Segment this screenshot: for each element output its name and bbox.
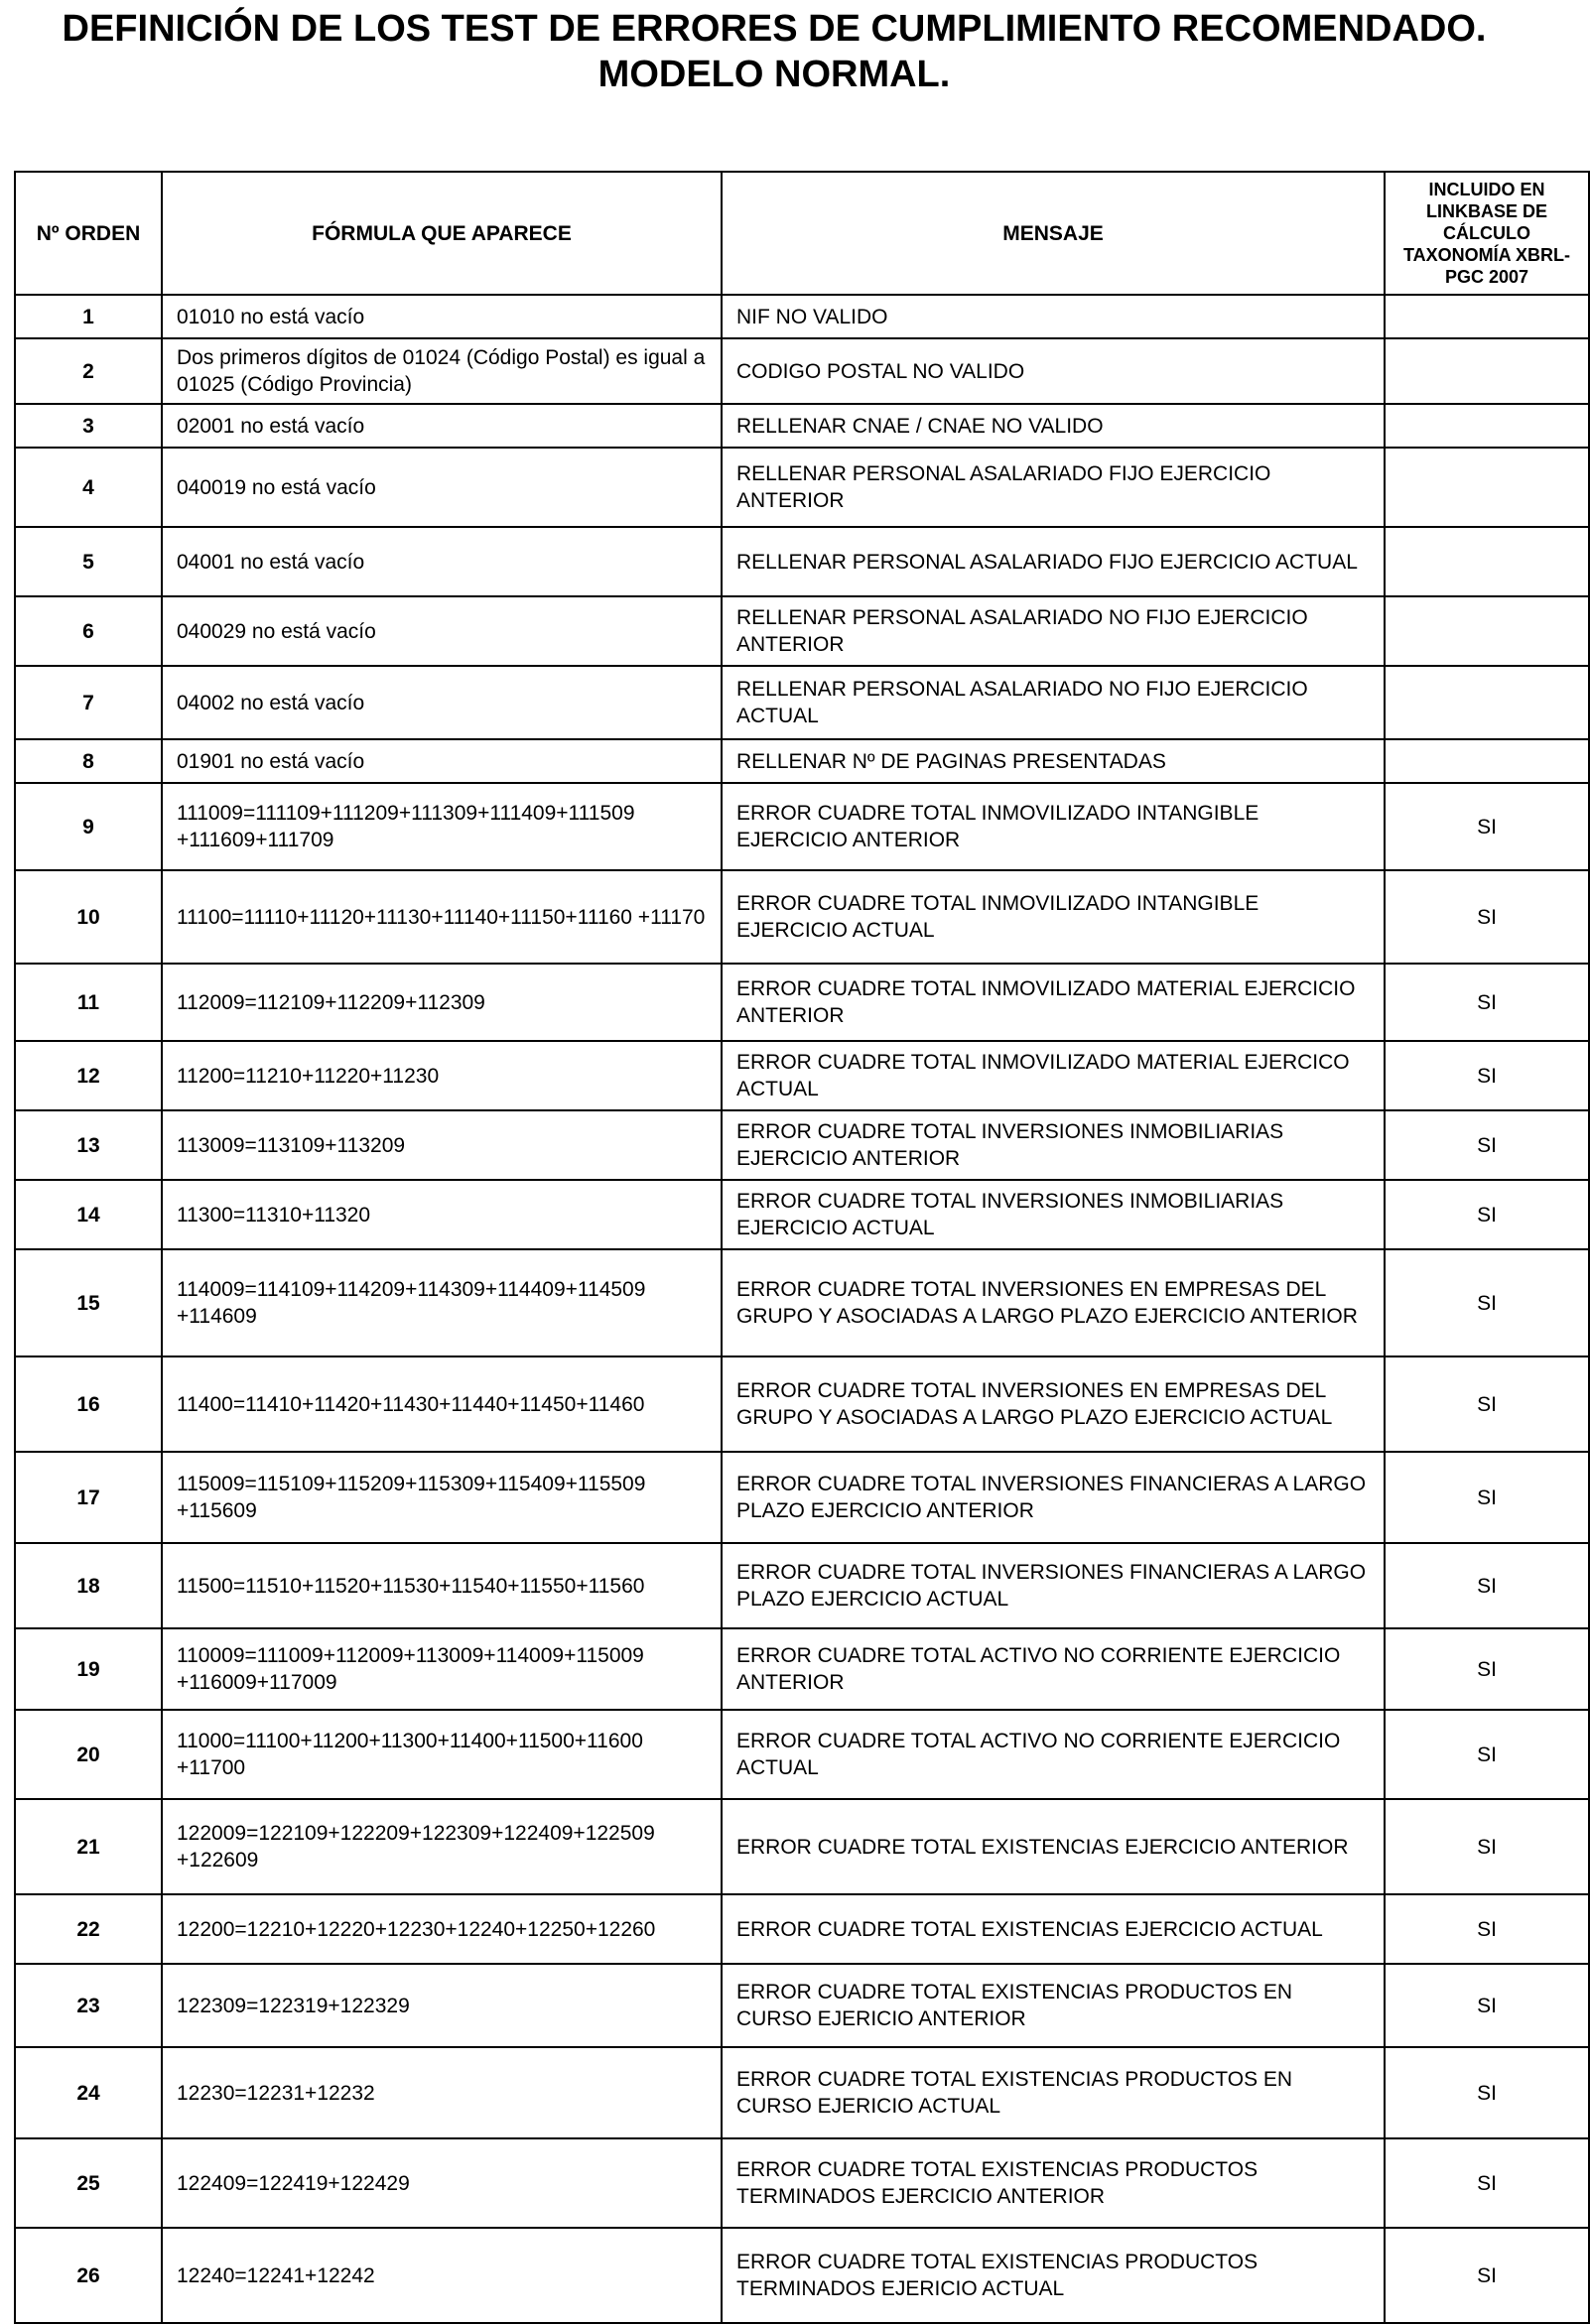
- row-orden: 19: [15, 1628, 162, 1710]
- row-orden: 20: [15, 1710, 162, 1799]
- row-incluido: [1385, 338, 1589, 404]
- row-mensaje: ERROR CUADRE TOTAL ACTIVO NO CORRIENTE EJERCICIO ANTERIOR: [722, 1628, 1385, 1710]
- row-formula: 11200=11210+11220+11230: [162, 1041, 722, 1110]
- row-orden: 3: [15, 404, 162, 448]
- table-row: [15, 295, 1589, 338]
- row-mensaje: ERROR CUADRE TOTAL INVERSIONES FINANCIERAS A LARGO PLAZO EJERCICIO ANTERIOR: [722, 1452, 1385, 1543]
- row-formula: 04001 no está vacío: [162, 527, 722, 596]
- table-row: [15, 1543, 1589, 1628]
- table-row: [15, 783, 1589, 870]
- row-formula: Dos primeros dígitos de 01024 (Código Postal) es igual a 01025 (Código Provincia): [162, 338, 722, 404]
- row-mensaje: RELLENAR Nº DE PAGINAS PRESENTADAS: [722, 739, 1385, 783]
- row-orden: 21: [15, 1799, 162, 1894]
- row-formula: 11500=11510+11520+11530+11540+11550+11560: [162, 1543, 722, 1628]
- row-incluido: SI: [1385, 1894, 1589, 1964]
- row-orden: 25: [15, 2138, 162, 2228]
- row-incluido: SI: [1385, 1180, 1589, 1249]
- row-incluido: SI: [1385, 870, 1589, 964]
- table-row: [15, 1180, 1589, 1249]
- row-mensaje: ERROR CUADRE TOTAL ACTIVO NO CORRIENTE EJERCICIO ACTUAL: [722, 1710, 1385, 1799]
- row-incluido: SI: [1385, 2228, 1589, 2323]
- row-mensaje: RELLENAR PERSONAL ASALARIADO NO FIJO EJERCICIO ANTERIOR: [722, 596, 1385, 666]
- row-formula: 12230=12231+12232: [162, 2047, 722, 2138]
- row-formula: 11300=11310+11320: [162, 1180, 722, 1249]
- row-incluido: [1385, 596, 1589, 666]
- row-orden: 7: [15, 666, 162, 739]
- row-mensaje: ERROR CUADRE TOTAL INMOVILIZADO INTANGIBLE EJERCICIO ACTUAL: [722, 870, 1385, 964]
- row-formula: 110009=111009+112009+113009+114009+115009 +116009+117009: [162, 1628, 722, 1710]
- error-tests-table: [14, 171, 1590, 2324]
- row-mensaje: RELLENAR PERSONAL ASALARIADO FIJO EJERCICIO ACTUAL: [722, 527, 1385, 596]
- header-orden: Nº ORDEN: [15, 172, 162, 295]
- row-formula: 040019 no está vacío: [162, 448, 722, 527]
- row-incluido: SI: [1385, 1452, 1589, 1543]
- row-formula: 11400=11410+11420+11430+11440+11450+11460: [162, 1356, 722, 1452]
- row-mensaje: ERROR CUADRE TOTAL INVERSIONES FINANCIERAS A LARGO PLAZO EJERCICIO ACTUAL: [722, 1543, 1385, 1628]
- row-mensaje: ERROR CUADRE TOTAL INMOVILIZADO INTANGIBLE EJERCICIO ANTERIOR: [722, 783, 1385, 870]
- row-incluido: SI: [1385, 1110, 1589, 1180]
- table-row: [15, 1249, 1589, 1356]
- row-formula: 122409=122419+122429: [162, 2138, 722, 2228]
- row-formula: 01901 no está vacío: [162, 739, 722, 783]
- row-orden: 24: [15, 2047, 162, 2138]
- row-orden: 17: [15, 1452, 162, 1543]
- page-title-line-1: DEFINICIÓN DE LOS TEST DE ERRORES DE CUMPLIMIENTO RECOMENDADO.: [62, 8, 1487, 50]
- row-mensaje: ERROR CUADRE TOTAL EXISTENCIAS PRODUCTOS TERMINADOS EJERCICIO ANTERIOR: [722, 2138, 1385, 2228]
- table-row: [15, 1452, 1589, 1543]
- row-orden: 15: [15, 1249, 162, 1356]
- row-formula: 11100=11110+11120+11130+11140+11150+11160 +11170: [162, 870, 722, 964]
- table-row: [15, 1041, 1589, 1110]
- row-mensaje: ERROR CUADRE TOTAL INVERSIONES INMOBILIARIAS EJERCICIO ANTERIOR: [722, 1110, 1385, 1180]
- row-mensaje: ERROR CUADRE TOTAL INVERSIONES EN EMPRESAS DEL GRUPO Y ASOCIADAS A LARGO PLAZO EJERCICIO ACTUAL: [722, 1356, 1385, 1452]
- row-incluido: SI: [1385, 1628, 1589, 1710]
- row-orden: 4: [15, 448, 162, 527]
- row-formula: 12200=12210+12220+12230+12240+12250+12260: [162, 1894, 722, 1964]
- header-incluido: INCLUIDO EN LINKBASE DE CÁLCULO TAXONOMÍA XBRL-PGC 2007: [1385, 172, 1589, 295]
- row-orden: 12: [15, 1041, 162, 1110]
- row-incluido: SI: [1385, 2138, 1589, 2228]
- table-body: [15, 295, 1589, 2323]
- row-formula: 115009=115109+115209+115309+115409+115509 +115609: [162, 1452, 722, 1543]
- row-mensaje: ERROR CUADRE TOTAL EXISTENCIAS PRODUCTOS TERMINADOS EJERICIO ACTUAL: [722, 2228, 1385, 2323]
- row-incluido: [1385, 666, 1589, 739]
- table-row: [15, 1894, 1589, 1964]
- table-row: [15, 1628, 1589, 1710]
- row-formula: 122309=122319+122329: [162, 1964, 722, 2047]
- row-orden: 9: [15, 783, 162, 870]
- row-formula: 113009=113109+113209: [162, 1110, 722, 1180]
- row-formula: 04002 no está vacío: [162, 666, 722, 739]
- table-row: [15, 964, 1589, 1041]
- table-row: [15, 1710, 1589, 1799]
- table-row: [15, 2228, 1589, 2323]
- row-orden: 16: [15, 1356, 162, 1452]
- table-row: [15, 870, 1589, 964]
- row-incluido: SI: [1385, 1710, 1589, 1799]
- row-orden: 18: [15, 1543, 162, 1628]
- row-mensaje: ERROR CUADRE TOTAL EXISTENCIAS PRODUCTOS EN CURSO EJERICIO ANTERIOR: [722, 1964, 1385, 2047]
- row-incluido: [1385, 404, 1589, 448]
- table-row: [15, 2138, 1589, 2228]
- header-formula: FÓRMULA QUE APARECE: [162, 172, 722, 295]
- row-mensaje: ERROR CUADRE TOTAL EXISTENCIAS EJERCICIO ANTERIOR: [722, 1799, 1385, 1894]
- row-orden: 14: [15, 1180, 162, 1249]
- table-row: [15, 739, 1589, 783]
- row-mensaje: CODIGO POSTAL NO VALIDO: [722, 338, 1385, 404]
- table-row: [15, 666, 1589, 739]
- row-orden: 11: [15, 964, 162, 1041]
- row-formula: 112009=112109+112209+112309: [162, 964, 722, 1041]
- table-row: [15, 1356, 1589, 1452]
- row-formula: 040029 no está vacío: [162, 596, 722, 666]
- row-orden: 6: [15, 596, 162, 666]
- table-row: [15, 1799, 1589, 1894]
- row-incluido: SI: [1385, 1964, 1589, 2047]
- table-row: [15, 2047, 1589, 2138]
- row-formula: 11000=11100+11200+11300+11400+11500+11600 +11700: [162, 1710, 722, 1799]
- row-formula: 12240=12241+12242: [162, 2228, 722, 2323]
- row-mensaje: ERROR CUADRE TOTAL EXISTENCIAS PRODUCTOS EN CURSO EJERICIO ACTUAL: [722, 2047, 1385, 2138]
- row-incluido: [1385, 448, 1589, 527]
- row-incluido: [1385, 739, 1589, 783]
- row-formula: 111009=111109+111209+111309+111409+111509 +111609+111709: [162, 783, 722, 870]
- row-formula: 02001 no está vacío: [162, 404, 722, 448]
- row-orden: 23: [15, 1964, 162, 2047]
- row-orden: 22: [15, 1894, 162, 1964]
- row-incluido: SI: [1385, 1356, 1589, 1452]
- row-orden: 8: [15, 739, 162, 783]
- table-header-row: [15, 172, 1589, 295]
- table-row: [15, 338, 1589, 404]
- table-row: [15, 404, 1589, 448]
- row-mensaje: ERROR CUADRE TOTAL EXISTENCIAS EJERCICIO ACTUAL: [722, 1894, 1385, 1964]
- row-formula: 01010 no está vacío: [162, 295, 722, 338]
- row-incluido: SI: [1385, 2047, 1589, 2138]
- row-incluido: SI: [1385, 1543, 1589, 1628]
- page-title-line-2: MODELO NORMAL.: [597, 54, 951, 95]
- table-row: [15, 1110, 1589, 1180]
- row-orden: 1: [15, 295, 162, 338]
- row-mensaje: RELLENAR PERSONAL ASALARIADO FIJO EJERCICIO ANTERIOR: [722, 448, 1385, 527]
- row-incluido: SI: [1385, 1799, 1589, 1894]
- row-mensaje: ERROR CUADRE TOTAL INMOVILIZADO MATERIAL EJERCICIO ANTERIOR: [722, 964, 1385, 1041]
- row-orden: 10: [15, 870, 162, 964]
- table-row: [15, 527, 1589, 596]
- row-mensaje: RELLENAR CNAE / CNAE NO VALIDO: [722, 404, 1385, 448]
- row-mensaje: RELLENAR PERSONAL ASALARIADO NO FIJO EJERCICIO ACTUAL: [722, 666, 1385, 739]
- row-formula: 122009=122109+122209+122309+122409+122509 +122609: [162, 1799, 722, 1894]
- table-row: [15, 596, 1589, 666]
- header-mensaje: MENSAJE: [722, 172, 1385, 295]
- row-incluido: SI: [1385, 964, 1589, 1041]
- table-row: [15, 1964, 1589, 2047]
- row-mensaje: ERROR CUADRE TOTAL INVERSIONES EN EMPRESAS DEL GRUPO Y ASOCIADAS A LARGO PLAZO EJERCICIO ANTERIOR: [722, 1249, 1385, 1356]
- row-mensaje: ERROR CUADRE TOTAL INMOVILIZADO MATERIAL EJERCICO ACTUAL: [722, 1041, 1385, 1110]
- row-mensaje: NIF NO VALIDO: [722, 295, 1385, 338]
- row-incluido: [1385, 527, 1589, 596]
- row-orden: 5: [15, 527, 162, 596]
- row-incluido: SI: [1385, 1041, 1589, 1110]
- row-mensaje: ERROR CUADRE TOTAL INVERSIONES INMOBILIARIAS EJERCICIO ACTUAL: [722, 1180, 1385, 1249]
- table-row: [15, 448, 1589, 527]
- row-formula: 114009=114109+114209+114309+114409+114509 +114609: [162, 1249, 722, 1356]
- row-incluido: SI: [1385, 783, 1589, 870]
- row-orden: 26: [15, 2228, 162, 2323]
- row-orden: 13: [15, 1110, 162, 1180]
- row-orden: 2: [15, 338, 162, 404]
- row-incluido: [1385, 295, 1589, 338]
- page-title: [0, 6, 1548, 97]
- row-incluido: SI: [1385, 1249, 1589, 1356]
